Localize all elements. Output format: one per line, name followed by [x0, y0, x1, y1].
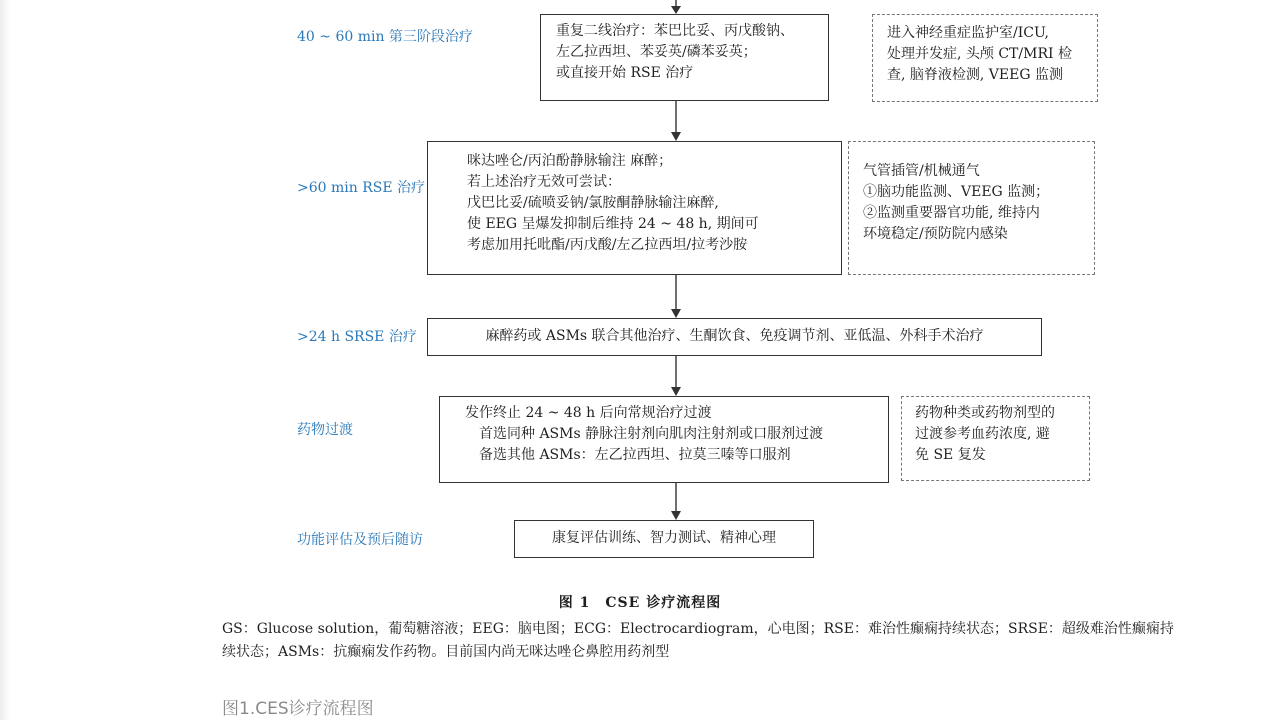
box-line: 发作终止 24 ~ 48 h 后向常规治疗过渡	[465, 405, 712, 421]
arrowhead-2	[671, 309, 681, 318]
box-srse	[427, 318, 1042, 356]
arrowhead-top	[671, 6, 681, 14]
box-line: 左乙拉西坦、苯妥英/磷苯妥英；	[556, 44, 757, 60]
note-line: 气管插管/机械通气	[863, 163, 980, 179]
box-line: 若上述治疗无效可尝试：	[467, 174, 621, 190]
stage-label-rse: >60 min RSE 治疗	[297, 180, 426, 196]
side-note-icu	[872, 14, 1098, 102]
note-line: ②监测重要器官功能, 维持内	[863, 205, 1040, 221]
box-third-stage	[540, 14, 829, 101]
side-note-intubation	[848, 141, 1095, 275]
figure-caption: 图 1 CSE 诊疗流程图	[558, 595, 722, 611]
box-followup	[514, 520, 814, 558]
note-line: 环境稳定/预防院内感染	[863, 226, 1008, 242]
arrowhead-3	[671, 387, 681, 396]
box-line: 麻醉药或 ASMs 联合其他治疗、生酮饮食、免疫调节剂、亚低温、外科手术治疗	[485, 328, 984, 344]
box-line: 康复评估训练、智力测试、精神心理	[552, 530, 776, 546]
figure-label: 图1.CES诊疗流程图	[222, 699, 374, 719]
left-edge-shadow	[0, 0, 10, 720]
box-line: 重复二线治疗：苯巴比妥、丙戊酸钠、	[556, 23, 794, 39]
note-line: 过渡参考血药浓度, 避	[915, 426, 1050, 442]
box-rse	[427, 141, 842, 275]
note-line: 查, 脑脊液检测, VEEG 监测	[887, 67, 1063, 83]
box-transition	[439, 396, 889, 483]
note-line: 处理并发症, 头颅 CT/MRI 检	[887, 46, 1072, 62]
box-line: 戊巴比妥/硫喷妥钠/氯胺酮静脉输注麻醉,	[467, 195, 719, 211]
side-note-drug-transition	[901, 396, 1090, 481]
box-line: 考虑加用托吡酯/丙戊酸/左乙拉西坦/拉考沙胺	[467, 237, 748, 253]
stage-label-third: 40 ~ 60 min 第三阶段治疗	[297, 29, 473, 45]
box-line: 首选同种 ASMs 静脉注射剂向肌肉注射剂或口服剂过渡	[479, 426, 824, 442]
box-line: 备选其他 ASMs：左乙拉西坦、拉莫三嗪等口服剂	[479, 447, 791, 463]
abbreviation-note: GS：Glucose solution，葡萄糖溶液；EEG：脑电图；ECG：Electrocardiogram，心电图；RSE：难治性癫痫持续状态；SRSE：超级难治性癫痫持续状态；ASMs：抗癫痫发作药物。目前国内尚无咪达唑仑鼻腔用药剂型	[222, 621, 1174, 660]
stage-label-followup: 功能评估及预后随访	[297, 532, 423, 548]
box-line: 咪达唑仑/丙泊酚静脉输注 麻醉；	[467, 153, 673, 169]
stage-label-transition: 药物过渡	[297, 422, 353, 438]
stage-label-srse: >24 h SRSE 治疗	[297, 329, 417, 345]
note-line: 免 SE 复发	[915, 447, 986, 463]
note-line: ①脑功能监测、VEEG 监测；	[863, 184, 1050, 200]
arrowhead-1	[671, 132, 681, 141]
box-line: 或直接开始 RSE 治疗	[556, 65, 694, 81]
box-line: 使 EEG 呈爆发抑制后维持 24 ~ 48 h, 期间可	[467, 216, 759, 232]
note-line: 药物种类或药物剂型的	[915, 405, 1055, 421]
arrowhead-4	[671, 511, 681, 520]
note-line: 进入神经重症监护室/ICU,	[887, 25, 1049, 41]
